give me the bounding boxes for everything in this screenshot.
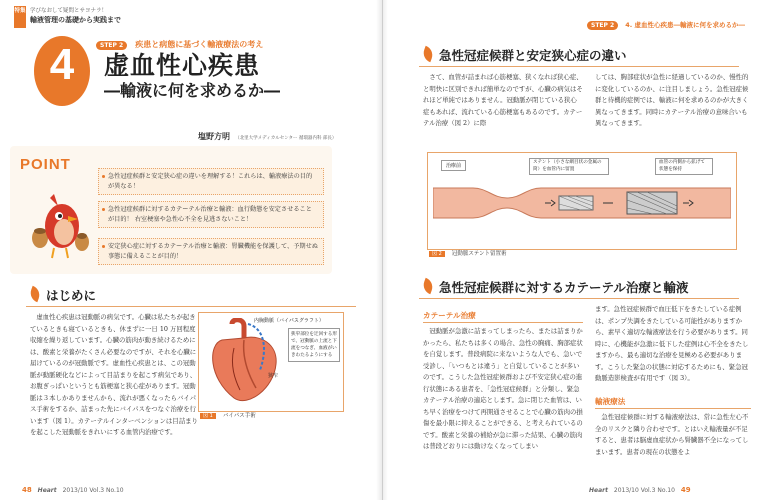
page-gutter <box>376 0 388 500</box>
text-2b: ます。急性冠症候群で血圧低下をきたしている症例は、ポンプ失調をきたしている可能性がありますから、素早く適切な輸液療法を行う必要があります。同時に、心機能が急激に低下した症例は心不全をきたしますから、最も適切な治療を見極める必要があります。こうした緊急の状態に対応するためにも、緊急冠動脈造影検査が有用です（図 3）。 <box>595 305 749 382</box>
leaf-icon <box>421 46 435 63</box>
heading-1-rule <box>419 66 739 67</box>
running-title: 4. 虚血性心疾患―輸液に何を求めるか― <box>625 21 746 29</box>
step-tag: STEP 2 <box>96 41 127 50</box>
intro-text-continued <box>198 416 348 472</box>
point-item-2: 急性冠症候群に対するカテーテル治療と輸液：血行動態を安定させることが目的！ 右室梗塞や急性心不全を見逃さないこと！ <box>98 201 324 228</box>
author-name: 塩野方明 <box>198 132 230 141</box>
fig2-tag: 図 2 <box>429 251 445 257</box>
running-step-tag: STEP 2 <box>587 21 618 30</box>
heading-2-rule <box>419 298 739 299</box>
right-journal: Heart <box>589 487 608 494</box>
subtitle: ―輸液に何を求めるか― <box>104 81 281 100</box>
left-footer <box>22 486 124 494</box>
running-header <box>587 12 745 31</box>
author <box>198 124 336 143</box>
subheading-infusion: 輸液療法 <box>595 397 626 406</box>
point-label: POINT <box>20 156 71 173</box>
bird-mascot-icon <box>30 186 90 262</box>
intro-heading: はじめに <box>46 288 97 303</box>
series-line1: 学びなおして疑問とサヨナラ！ <box>30 8 108 14</box>
fig1-tag: 図 1 <box>200 413 216 419</box>
series-line2: 輸液管理の基礎から実践まで <box>30 16 121 24</box>
fig2-label-a: 治療前 <box>441 160 466 171</box>
fig2-caption <box>429 240 507 259</box>
left-page-number: 48 <box>22 486 32 494</box>
bypass-label: 内胸動脈（バイパスグラフト） <box>254 318 324 324</box>
intro-rule <box>26 306 356 307</box>
left-issue: 2013/10 Vol.3 No.10 <box>62 487 124 494</box>
intro-text: 虚血性心疾患は冠動脈の病気です。心臓は私たちが起きているときも寝ているときも、休まずに一日 10 万回程度収縮を繰り返しています。心臓の筋肉が動き続けるためには、酸素と栄養がたくさん必要なのですが、それを心臓に届けているのが冠動脈です。虚血性心疾患とは、この冠動脈が動脈硬化などによって目詰まりを起こす病気であり、お腹ぎっぱいというとも筋梗塞と狭心症があります。冠動脈は３本しかありませんから、流れが悪くなったらバイパス手術をするか、詰まった先にバイパスをつなぐ治療を行います（図 1）。カテーテルインターベンションは目詰まりを起こした冠動脈をきれいにする血管内治療です。 <box>30 313 198 436</box>
main-title: 虚血性心疾患 <box>104 51 261 80</box>
heading-2: 急性冠症候群に対するカテーテル治療と輸液 <box>439 280 689 295</box>
subheading-catheter-rule <box>423 322 583 323</box>
fig2-caption-text: 冠動脈ステント留置術 <box>451 251 507 257</box>
text-2a: 冠動脈が急激に詰まってしまったら、または詰まりかかったら、私たちは多くの場合、急性の胸痛、胸部症状を自覚します。普段病院に来ないような人でも、急いで受診し、「いつもとは違う」と自覚していることが多いのです。こうした急性冠症候群および不安定狭心症の進行状態にある患者を、「急性冠症候群」と分類し、緊急カテーテル治療の適応とします。急に閉じた血管は、いち早く治療をつけて再開通させることで心臓の筋肉の損傷を最小限に抑えることができる、と考えられているのです。酸素と栄養の補給が急に滞った結果、心臓の筋肉は普段どおりには動けなくなってしまい <box>423 327 583 450</box>
right-page-number: 49 <box>680 486 691 494</box>
heading-1: 急性冠症候群と安定狭心症の違い <box>439 48 627 63</box>
series-badge: 特集 <box>14 6 26 28</box>
stenosis-label: 狭窄 <box>268 373 279 379</box>
right-footer <box>589 486 691 494</box>
text-2c: 急性冠症候群に対する輸液療法は、常に急性左心不全のリスクと隣り合わせです。とはいえ輸液量が不足すると、患者は脳虚血症状から腎臓器不全になってしまいます。患者の現在の状態をよ <box>595 413 749 456</box>
right-issue: 2013/10 Vol.3 No.10 <box>613 487 675 494</box>
point-item-3: 安定狭心症に対するカテーテル治療と輸液：腎臓機能を保護して、予期せぬ事態に備えることが目的！ <box>98 238 324 265</box>
text-1a: さて、血管が詰まれば心筋梗塞、狭くなれば狭心症、と明快に区別できれば簡単なのですが、心臓の病気はそれほど単純ではありません。冠動脈が閉じている狭心症もあれば、流れている心筋梗塞もあるのです。カテーテル治療（図 2）に際 <box>423 73 583 127</box>
leaf-icon <box>28 286 42 303</box>
author-affiliation: （北里大学メディカルセンター 循環器内科 部長） <box>235 136 337 141</box>
fig2-label-c: 血管の内側から拡げて状態を保持 <box>655 158 713 175</box>
chapter-number: 4 <box>49 40 75 89</box>
left-journal: Heart <box>37 487 57 494</box>
text-1b: しては、胸部症状が急性に経過しているのか、慢性的に変化しているのか、に注目しましょう。急性冠症候群と待機的症例では、輸液に何を求めるのかが大きく異なってきます。同時にカテーテル治療の意味合いも異なってきます。 <box>595 73 749 127</box>
right-page <box>382 0 764 500</box>
point-item-1: 急性冠症候群と安定狭心症の違いを理解する！これらは、輸液療法の目的が異なる！ <box>98 168 324 195</box>
subheading-catheter: カテーテル治療 <box>423 311 476 320</box>
leaf-icon <box>421 278 435 295</box>
subheading-infusion-rule <box>595 408 751 409</box>
fig2-label-b: ステント（小さな網目状の金属の筒）を血管内に留置 <box>529 158 609 175</box>
heart-illustration <box>204 318 284 406</box>
step-title: 疾患と病態に基づく輸液療法の考え <box>135 40 264 49</box>
fig1-caption-text: バイパス手術 <box>222 413 256 419</box>
fig1-callout: 狭窄部位を迂回する形で、冠動脈の上流と下流をつなぎ、血液がいきわたるようにする <box>288 328 340 362</box>
